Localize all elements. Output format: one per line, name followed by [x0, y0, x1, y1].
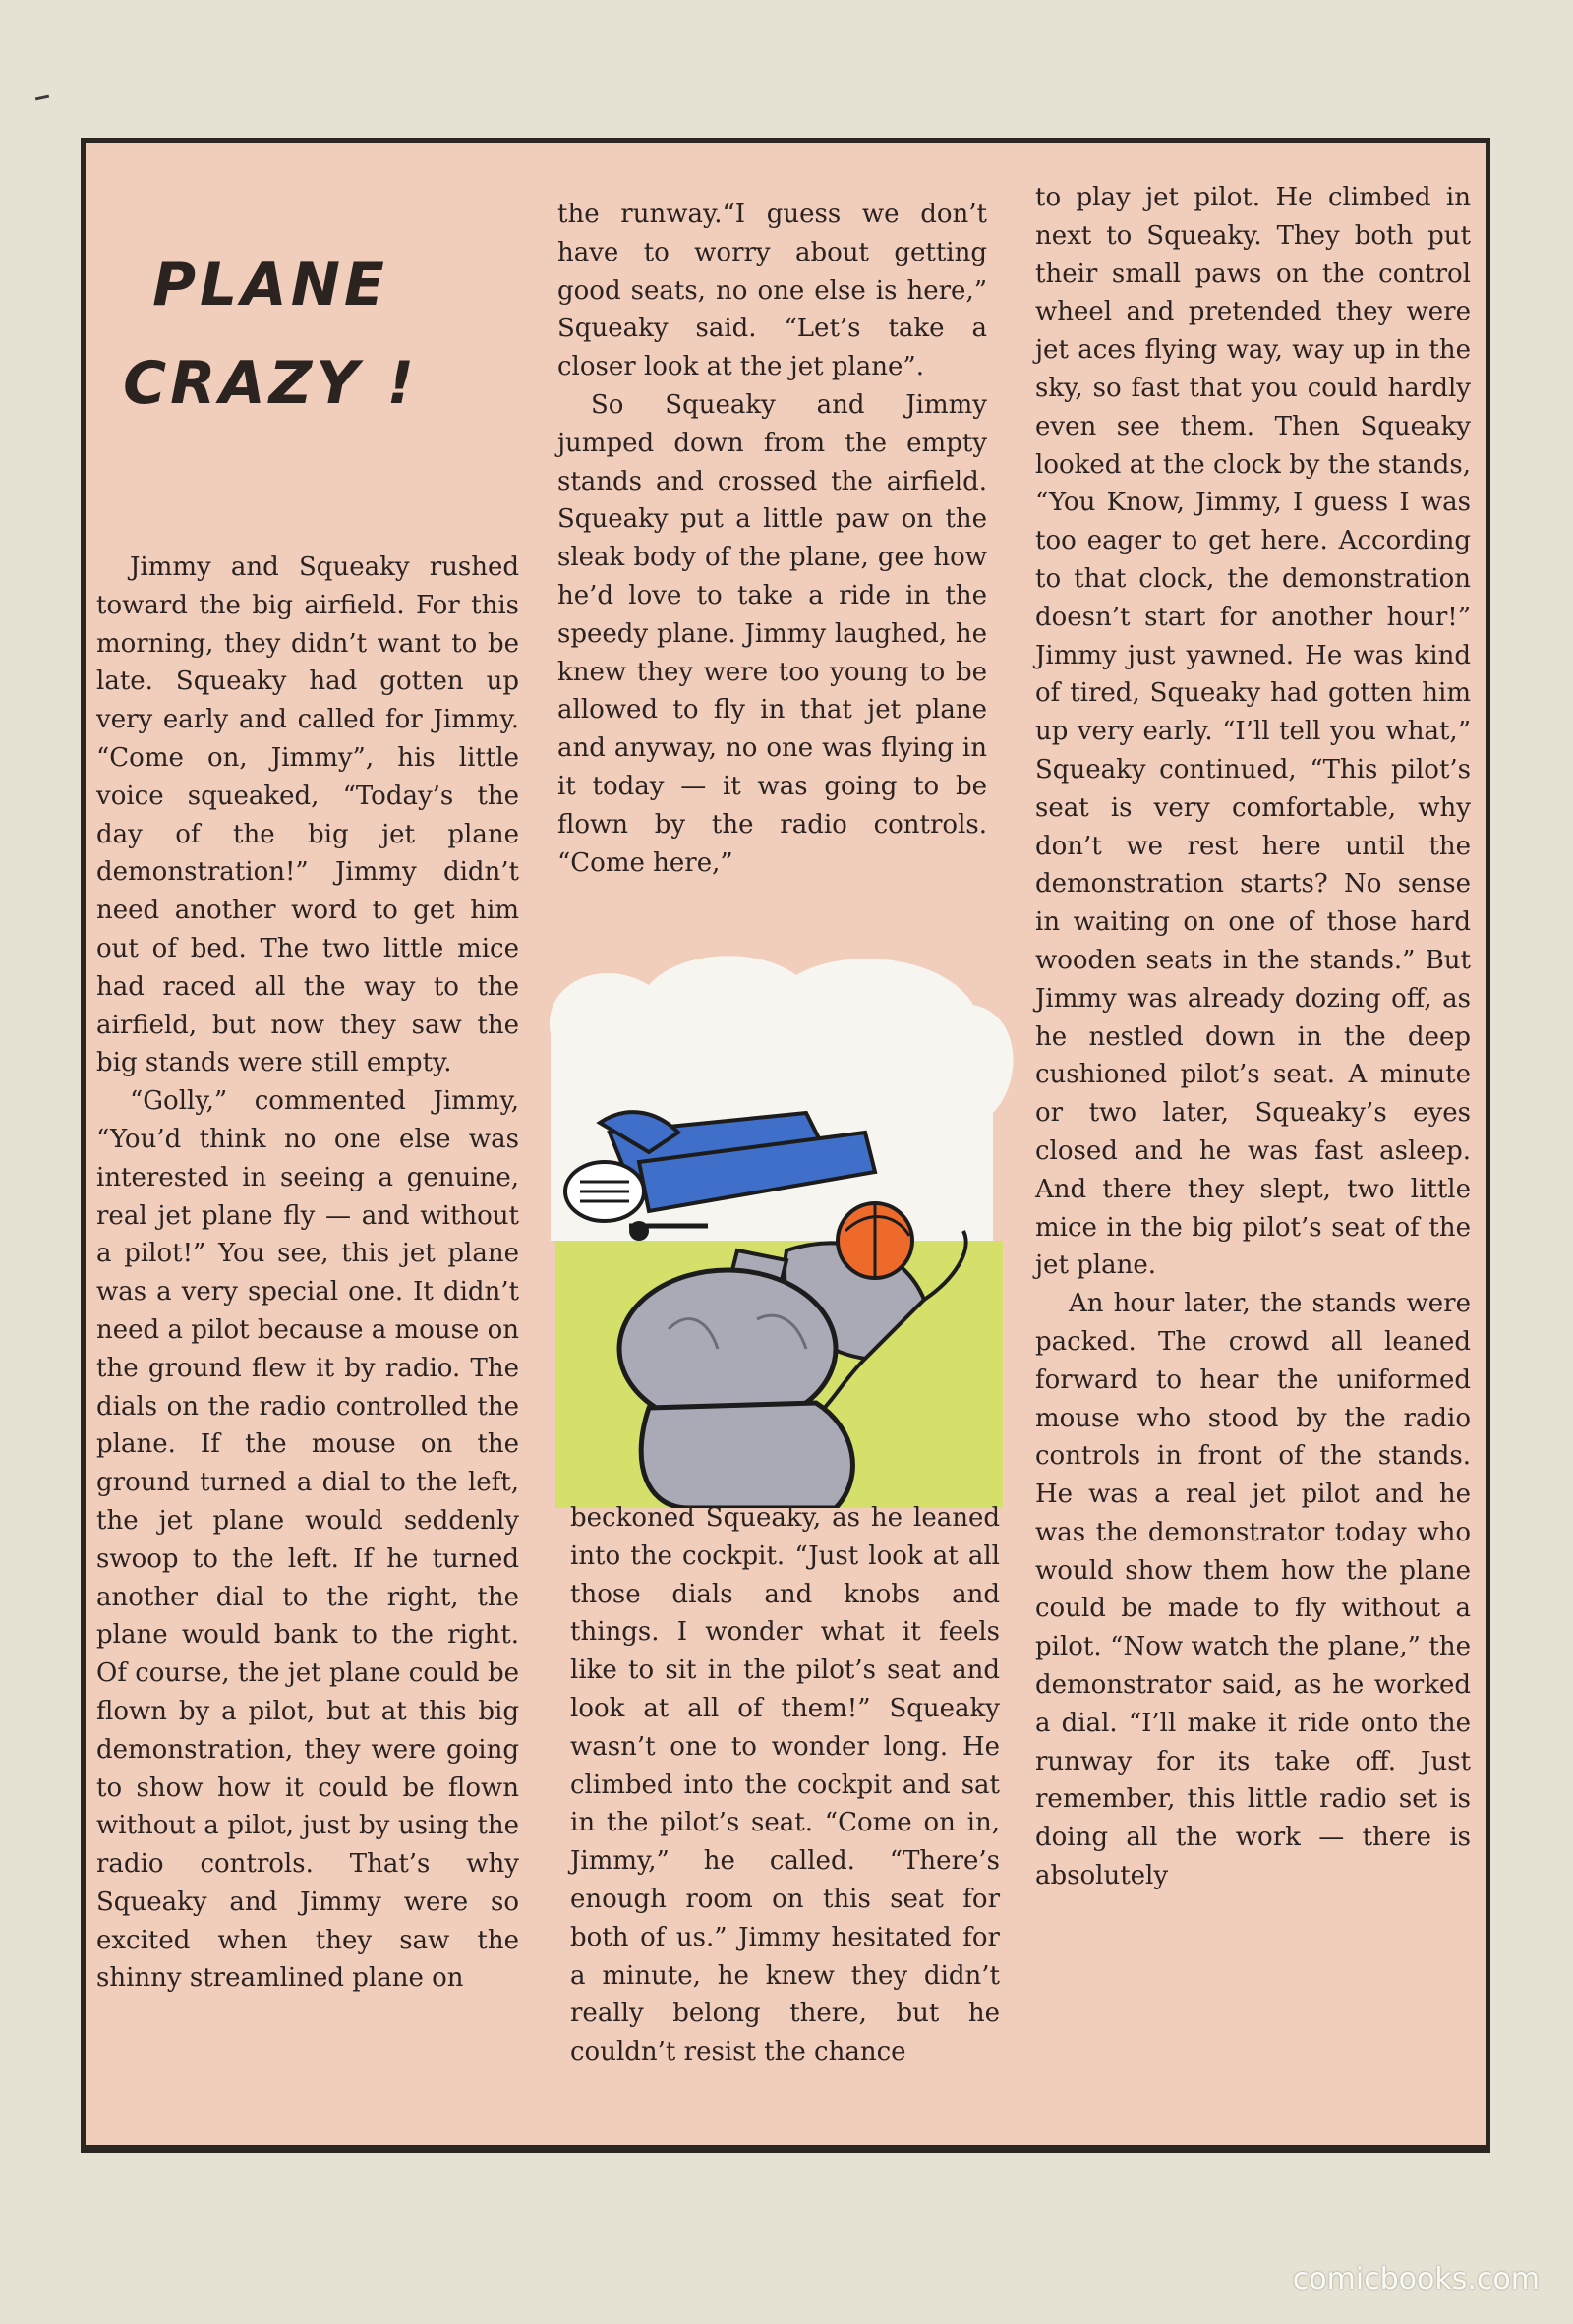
paragraph: the runway.“I guess we don’t have to worry about getting good seats, no one else is here,” Squeaky said. “Let’s take a closer look at the jet plane”. [557, 200, 987, 382]
mice-jet-plane-illustration [531, 946, 1022, 1508]
paragraph: to play jet pilot. He climbed in next to Squeaky. They both put their small paws on the control wheel and pretended they were jet aces flying way, way up in the sky, so fast that you could hardly even see them. Then Squeaky looked at the clock by the stands, “You Know, Jimmy, I guess I was too eager to get here. According to that clock, the demonstration doesn’t start for another hour!” Jimmy just yawned. He was kind of tired, Squeaky had gotten him up very early. “I’ll tell you what,” Squeaky continued, “This pilot’s seat is very comfortable, why don’t we rest here until the demonstration starts? No sense in waiting on one of those hard wooden seats in the stands.” But Jimmy was already dozing off, as he nestled down in the deep cushioned pilot’s seat. A minute or two later, Squeaky’s eyes closed and he was fast asleep. And there they slept, two little mice in the big pilot’s seat of the jet plane. [1035, 183, 1471, 1281]
text-column-1 [96, 549, 519, 1998]
page-corner-mark [35, 95, 49, 101]
jimmy-mouse [619, 1270, 852, 1508]
text-column-2-top [557, 196, 987, 882]
paragraph: So Squeaky and Jimmy jumped down from the empty stands and crossed the airfield. Squeaky put a little paw on the sleak body of the plane, gee how he’d love to take a ride in the speedy plane. Jimmy laughed, he knew they were too young to be allowed to fly in that jet plane and anyway, no one was flying in it today — it was going to be flown by the radio controls. “Come here,” [557, 389, 987, 878]
paragraph: An hour later, the stands were packed. The crowd all leaned forward to hear the uniformed mouse who stood by the radio controls in front of the stands. He was a real jet pilot and he was the demonstrator today who would show them how the plane could be made to fly without a pilot. “Now watch the plane,” the demonstrator said, as he worked a dial. “I’ll make it ride onto the runway for its take off. Just remember, this little radio set is doing all the work — there is absolutely [1035, 1289, 1471, 1891]
text-column-3 [1035, 179, 1471, 1895]
paragraph: “Golly,” commented Jimmy, “You’d think no one else was interested in seeing a genuine, real jet plane fly — and without a pilot!” You see, this jet plane was a very special one. It didn’t need a pilot because a mouse on the ground flew it by radio. The dials on the radio controlled the plane. If the mouse on the ground turned a dial to the left, the jet plane would seddenly swoop to the left. If he turned another dial to the right, the plane would bank to the right. Of course, the jet plane could be flown by a pilot, but at this big demonstration, they were going to show how it could be flown without a pilot, just by using the radio controls. That’s why Squeaky and Jimmy were so excited when they saw the shinny streamlined plane on [96, 1086, 519, 1994]
site-watermark: comicbooks.com [1292, 2262, 1540, 2296]
paragraph: beckoned Squeaky, as he leaned into the cockpit. “Just look at all those dials and knobs and things. I wonder what it feels like to sit in the pilot’s seat and look at all of them!” Squeaky wasn’t one to wonder long. He climbed into the cockpit and sat in the pilot’s seat. “Come on in, Jimmy,” he called. “There’s enough room on this seat for both of us.” Jimmy hesitated for a minute, he knew they didn’t really belong there, but he couldn’t resist the chance [570, 1503, 1000, 2067]
paragraph: Jimmy and Squeaky rushed toward the big airfield. For this morning, they didn’t want to be late. Squeaky had gotten up very early and called for Jimmy. “Come on, Jimmy”, his little voice squeaked, “Today’s the day of the big jet plane demonstration!” Jimmy didn’t need another word to get him out of bed. The two little mice had raced all the way to the airfield, but now they saw the big stands were still empty. [96, 552, 519, 1078]
title-line-2: CRAZY ! [123, 349, 418, 418]
story-title [108, 236, 433, 433]
title-line-1: PLANE [152, 251, 388, 320]
text-column-2-bottom [570, 1499, 1000, 2071]
